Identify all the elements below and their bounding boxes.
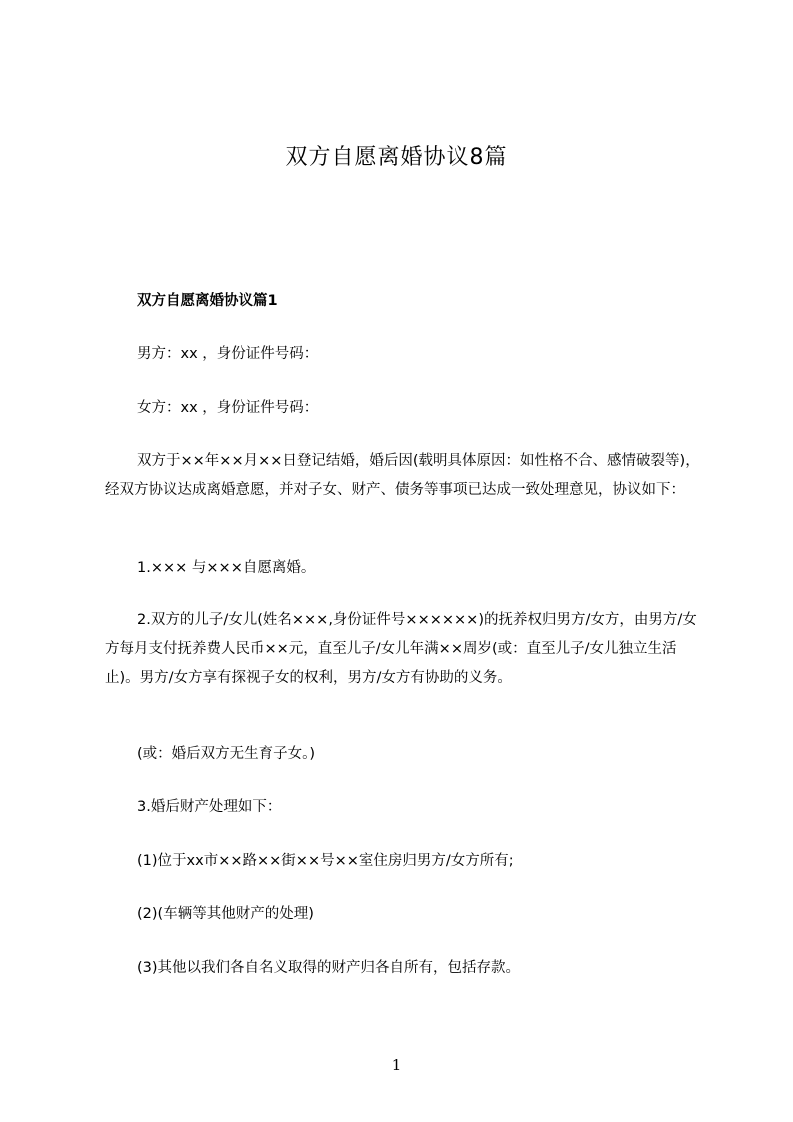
section-heading: 双方自愿离婚协议篇1 xyxy=(137,293,278,309)
paragraph-clause-1: 1.××× 与×××自愿离婚。 xyxy=(137,560,316,576)
paragraph-agreement-intro: 双方于××年××月××日登记结婚，婚后因(载明具体原因：如性格不合、感情破裂等)，经双方协议达成离婚意愿，并对子女、财产、债务等事项已达成一致处理意见，协议如下： xyxy=(105,453,700,498)
paragraph-female-party: 女方：xx ，身份证件号码： xyxy=(137,400,319,416)
paragraph-clause-2: 2.双方的儿子/女儿(姓名×××,身份证件号××××××)的抚养权归男方/女方，由男方/女方每月支付抚养费人民币××元，直至儿子/女儿年满××周岁(或：直至儿子/女儿独立生活止)。男方/女方享有探视子女的权利，男方/女方有协助的义务。 xyxy=(105,612,697,686)
document-title: 双方自愿离婚协议8篇 xyxy=(285,145,508,170)
paragraph-property-3: (3)其他以我们各自名义取得的财产归各自所有，包括存款。 xyxy=(137,960,521,976)
page-number: 1 xyxy=(391,1056,402,1074)
paragraph-property-2: (2)(车辆等其他财产的处理) xyxy=(137,906,314,922)
paragraph-clause-3: 3.婚后财产处理如下： xyxy=(137,799,282,815)
paragraph-property-1: (1)位于xx市××路××街××号××室住房归男方/女方所有; xyxy=(137,853,514,869)
paragraph-no-children: (或：婚后双方无生育子女。) xyxy=(137,746,316,762)
paragraph-male-party: 男方：xx ，身份证件号码： xyxy=(137,346,319,362)
